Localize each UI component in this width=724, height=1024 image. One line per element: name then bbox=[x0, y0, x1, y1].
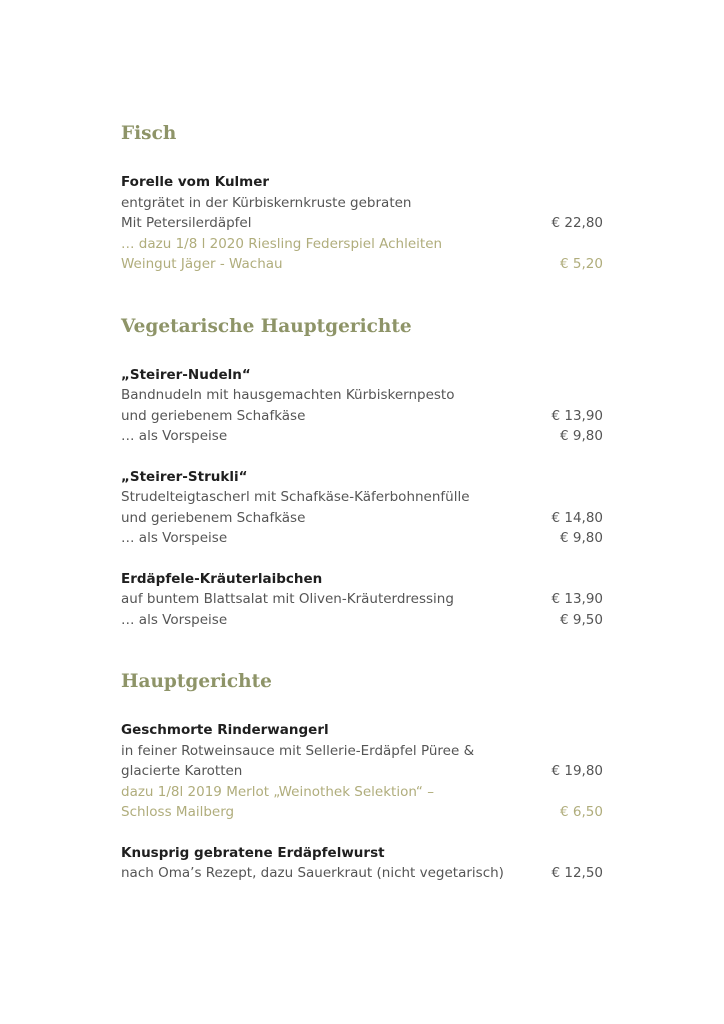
dish-description: … als Vorspeise bbox=[121, 428, 228, 444]
dish-price: € 13,90 bbox=[551, 591, 603, 607]
dish-price: € 9,50 bbox=[560, 611, 603, 628]
dish-description-row bbox=[121, 406, 603, 427]
dish-name: „Steirer-Strukli“ bbox=[121, 468, 248, 485]
dish-price: € 13,90 bbox=[551, 407, 603, 424]
section-title: Hauptgerichte bbox=[121, 671, 272, 692]
wine-pairing-text: Weingut Jäger - Wachau bbox=[121, 256, 283, 272]
dish-price: € 12,50 bbox=[551, 865, 603, 881]
dish-description-row bbox=[121, 863, 603, 884]
dish-name-row bbox=[121, 569, 603, 590]
dish-description: glacierte Karotten bbox=[121, 763, 243, 779]
dish-description: nach Oma’s Rezept, dazu Sauerkraut (nicht vegetarisch) bbox=[121, 865, 504, 881]
dish-name: Knusprig gebratene Erdäpfelwurst bbox=[121, 844, 385, 861]
dish-description: Bandnudeln mit hausgemachten Kürbiskernpesto bbox=[121, 387, 455, 403]
dish-name: Geschmorte Rinderwangerl bbox=[121, 722, 329, 738]
dish-description-row bbox=[121, 741, 603, 762]
dish-price: € 14,80 bbox=[551, 509, 603, 526]
dish-name-row bbox=[121, 467, 603, 488]
section-title: Vegetarische Hauptgerichte bbox=[121, 315, 412, 337]
dish-description: und geriebenem Schafkäse bbox=[121, 407, 306, 424]
dish-description: … als Vorspeise bbox=[121, 611, 228, 628]
item-spacer bbox=[121, 447, 603, 467]
menu-page bbox=[121, 122, 603, 884]
menu-item bbox=[121, 569, 603, 631]
dish-price: € 22,80 bbox=[551, 215, 603, 231]
dish-description-row bbox=[121, 385, 603, 406]
wine-price: € 6,50 bbox=[560, 804, 603, 820]
section-title: Fisch bbox=[121, 123, 177, 144]
wine-pairing-row bbox=[121, 782, 603, 803]
dish-price: € 9,80 bbox=[560, 530, 603, 546]
wine-pairing-text: … dazu 1/8 l 2020 Riesling Federspiel Achleiten bbox=[121, 235, 443, 252]
dish-description-row bbox=[121, 610, 603, 631]
dish-name: Forelle vom Kulmer bbox=[121, 174, 270, 190]
menu-item bbox=[121, 467, 603, 549]
dish-name-row bbox=[121, 720, 603, 741]
dish-price: € 9,80 bbox=[560, 428, 603, 444]
dish-description-row bbox=[121, 508, 603, 529]
dish-description-row bbox=[121, 528, 603, 549]
dish-description-row bbox=[121, 487, 603, 508]
dish-description-row bbox=[121, 761, 603, 782]
wine-pairing-text: dazu 1/8l 2019 Merlot „Weinothek Selektion“ – bbox=[121, 783, 434, 800]
title-spacer bbox=[121, 694, 603, 720]
dish-description-row bbox=[121, 193, 603, 214]
wine-pairing-row bbox=[121, 234, 603, 255]
section-spacer bbox=[121, 630, 603, 670]
dish-description: auf buntem Blattsalat mit Oliven-Kräuterdressing bbox=[121, 591, 454, 607]
item-spacer bbox=[121, 823, 603, 843]
dish-description: … als Vorspeise bbox=[121, 530, 228, 546]
dish-name: „Steirer-Nudeln“ bbox=[121, 366, 251, 383]
dish-price: € 19,80 bbox=[551, 763, 603, 779]
dish-description-row bbox=[121, 589, 603, 610]
dish-description: und geriebenem Schafkäse bbox=[121, 509, 306, 526]
dish-description: in feiner Rotweinsauce mit Sellerie-Erdäpfel Püree & bbox=[121, 742, 475, 759]
item-spacer bbox=[121, 549, 603, 569]
dish-description-row bbox=[121, 426, 603, 447]
menu-section bbox=[121, 122, 603, 275]
title-spacer bbox=[121, 339, 603, 365]
dish-name: Erdäpfele-Kräuterlaibchen bbox=[121, 570, 323, 587]
dish-description: Mit Petersilerdäpfel bbox=[121, 215, 252, 231]
dish-name-row bbox=[121, 172, 603, 193]
dish-description: entgrätet in der Kürbiskernkruste gebraten bbox=[121, 194, 412, 211]
dish-name-row bbox=[121, 365, 603, 386]
wine-pairing-text: Schloss Mailberg bbox=[121, 804, 235, 820]
wine-pairing-row bbox=[121, 254, 603, 275]
menu-item bbox=[121, 720, 603, 823]
menu-item bbox=[121, 365, 603, 447]
dish-description-row bbox=[121, 213, 603, 234]
wine-pairing-row bbox=[121, 802, 603, 823]
wine-price: € 5,20 bbox=[560, 256, 603, 272]
dish-description: Strudelteigtascherl mit Schafkäse-Käferbohnenfülle bbox=[121, 489, 470, 505]
title-spacer bbox=[121, 146, 603, 172]
menu-section bbox=[121, 315, 603, 631]
menu-section bbox=[121, 670, 603, 884]
menu-item bbox=[121, 843, 603, 884]
menu-item bbox=[121, 172, 603, 275]
section-spacer bbox=[121, 275, 603, 315]
dish-name-row bbox=[121, 843, 603, 864]
